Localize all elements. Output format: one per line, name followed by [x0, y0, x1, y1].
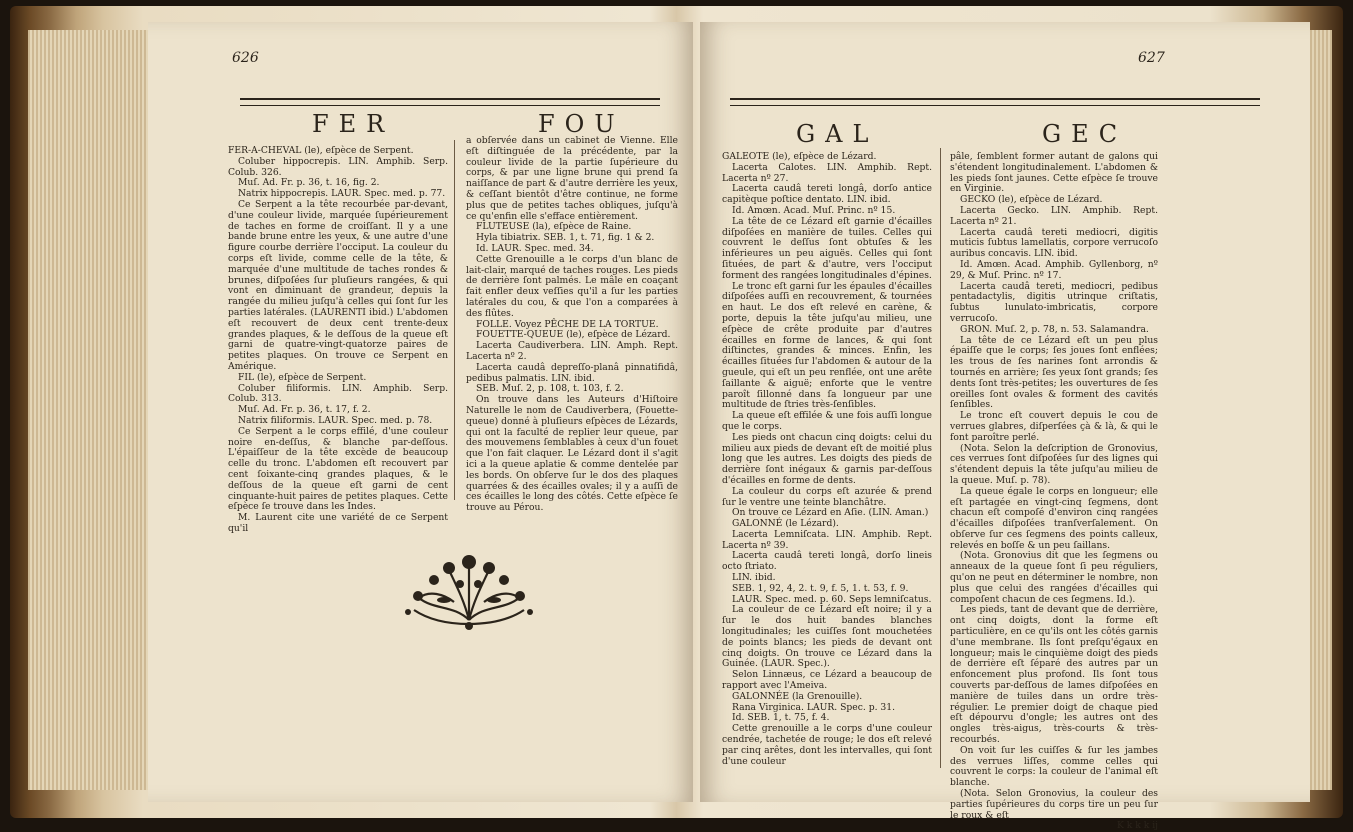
paragraph: Coluber hippocrepis. LIN. Amphib. Serp. Colub. 326. — [228, 155, 448, 178]
paragraph: GALEOTE (le), eſpèce de Lézard. — [722, 151, 877, 162]
paragraph: Id. LAUR. Spec. med. 34. — [476, 242, 594, 254]
paragraph: FOLLE. Voyez PÊCHE DE LA TORTUE. — [476, 318, 659, 330]
right-page-edges — [1310, 30, 1332, 790]
paragraph: SEB. 1, 92, 4, 2. t. 9, f. 5, 1. t. 53, f. 9. — [732, 582, 909, 594]
paragraph: Le tronc eſt garni ſur les épaules d'écailles diſpoſées auſſi en recouvrement, & tournées en haut. Le dos eſt relevé en carène, & porte, depuis la tête juſqu'au milieu, une eſpèce de crête produite par d'autres écailles en forme de lances, & qui ſont diſtinctes, grandes & minces. Enfin, les écailles ſituées ſur l'abdomen & autour de la gueule, qui eſt un peu renflée, ont une arête ſaillante & aiguë; enforte que le ventre paroît ſillonné dans ſa longueur par une multitude de ſtries très-ſenſibles. — [722, 280, 932, 411]
left-column-2 — [466, 136, 678, 514]
paragraph: Natrix hippocrepis. LAUR. Spec. med. p. 77. — [238, 188, 446, 200]
right-page-number: 627 — [1138, 50, 1165, 66]
paragraph: LIN. ibid. — [732, 572, 776, 584]
paragraph: La queue eſt effilée & une fois auſſi longue que le corps. — [722, 410, 932, 432]
paragraph: La tête de ce Lézard eſt garnie d'écailles diſpoſées en manière de tuiles. Celles qui couvrent le deſſus ſont obtuſes & les inférieures un peu aiguës. Celles qui ſont ſituées, de part & d'autre, vers l'occiput forment des rangées longitudinales d'épines. — [722, 215, 932, 281]
paragraph: Selon Linnæus, ce Lézard a beaucoup de rapport avec l'Ameiva. — [722, 669, 932, 692]
paragraph: Id. SEB. 1, t. 75, f. 4. — [732, 712, 830, 724]
left-page-number: 626 — [232, 50, 259, 66]
paragraph: GALONNÉ (le Lézard). — [732, 518, 839, 530]
paragraph: GRON. Muſ. 2, p. 78, n. 53. Salamandra. — [960, 323, 1149, 335]
paragraph: (Nota. Selon la deſcription de Gronovius, ces verrues ſont diſpoſées ſur des lignes qui s'étendent depuis la tête juſqu'au milieu de la queue. Muſ. p. 78). — [950, 442, 1158, 486]
floral-vignette-icon — [394, 550, 544, 632]
paragraph: Cette Grenouille a le corps d'un blanc de lait-clair, marqué de taches rouges. Les pieds de derrière ſont palmés. Le mâle en coaçant fait enfler deux veſſies qu'il a ſur les parties latérales du cou, & que l'on a comparées à des flûtes. — [466, 253, 678, 319]
paragraph: Le tronc eſt couvert depuis le cou de verrues glabres, diſperſées çà & là, & qui le font paroître perlé. — [950, 410, 1158, 443]
paragraph: Natrix filiformis. LAUR. Spec. med. p. 78. — [238, 414, 433, 426]
paragraph: Les pieds, tant de devant que de derrière, ont cinq doigts, dont la forme eſt particulière, en ce qu'ils ont les côtés garnis d'une membrane. Ils ſont preſqu'égaux en longueur; mais le cinquième doigt des pieds de derrière eſt ſéparé des autres par un enfoncement plus profond. Ils ſont tous couverts par-deſſous de lames diſpoſées en manière de tuiles dans un ordre très-régulier. Le premier doigt de chaque pied eſt dépourvu d'ongle; les autres ont des ongles très-aigus, très-courts & très-recourbés. — [950, 604, 1158, 746]
left-page — [148, 22, 693, 802]
right-column-2 — [950, 152, 1158, 832]
paragraph: Les pieds ont chacun cinq doigts: celui du milieu aux pieds de devant eſt de moitié plus long que les autres. Les doigts des pieds de derrière ſont inégaux & garnis par-deſſous d'écailles en forme de dents. — [722, 431, 932, 486]
paragraph: a obſervée dans un cabinet de Vienne. Elle eſt diſtinguée de la précédente, par la couleur livide de la partie ſupérieure du corps, & par une ligne brune qui prend ſa naiſſance de part & d'autre derrière les yeux, & ceſſant bientôt d'être continue, ne forme plus que de petites taches obliques, juſqu'à ce qu'enfin elle s'efface entièrement. — [466, 135, 678, 222]
paragraph: GALONNÉE (la Grenouille). — [732, 690, 863, 702]
paragraph: On trouve dans les Auteurs d'Hiſtoire Naturelle le nom de Caudiverbera, (Fouette-queue) donné à pluſieurs eſpèces de Lézards, qui ont la faculté de replier leur queue, par des mouvemens ſemblables à ceux d'un fouet que l'on fait claquer. Le Lézard dont il s'agit ici a la queue aplatie & comme dentelée par les bords. On obſerve ſur le dos des plaques quarrées & des écailles ovales; il y a auſſi de ces écailles le long des côtés. Cette eſpèce ſe trouve au Pérou. — [466, 394, 678, 514]
right-column-1 — [722, 152, 932, 767]
right-col1-heading: GAL — [796, 120, 879, 148]
paragraph: Rana Virginica. LAUR. Spec. p. 31. — [732, 701, 896, 713]
left-header-rule — [240, 98, 660, 106]
paragraph: pâle, ſemblent former autant de galons qui s'étendent longitudinalement. L'abdomen & les pieds ſont jaunes. Cette eſpèce ſe trouve en Virginie. — [950, 151, 1158, 195]
paragraph: Ce Serpent a le corps effilé, d'une couleur noire en-deſſus, & blanche par-deſſous. L'épaiſſeur de la tête excède de beaucoup celle du tronc. L'abdomen eſt recouvert par cent ſoixante-cinq grandes plaques, & le deſſous de la queue eſt garni de cent cinquante-huit paires de petites plaques. Cette eſpèce ſe trouve dans les Indes. — [228, 425, 448, 513]
paragraph: FOUETTE-QUEUE (le), eſpèce de Lézard. — [476, 329, 671, 341]
left-col2-heading: FOU — [538, 110, 625, 138]
paragraph: SEB. Muſ. 2, p. 108, t. 103, f. 2. — [476, 383, 624, 395]
paragraph: Id. Amœn. Acad. Muſ. Princ. nº 15. — [732, 204, 896, 216]
paragraph: Muſ. Ad. Fr. p. 36, t. 16, fig. 2. — [238, 177, 380, 189]
paragraph: K k k k ij — [1116, 820, 1158, 832]
paragraph: Lacerta caudâ tereti longâ, dorſo antice capitèque poſtice dentato. LIN. ibid. — [722, 183, 932, 206]
paragraph: Muſ. Ad. Fr. p. 36, t. 17, f. 2. — [238, 404, 371, 416]
paragraph: On voit ſur les cuiſſes & ſur les jambes des verrues liſſes, comme celles qui couvrent le corps: la couleur de l'animal eſt blanche. — [950, 744, 1158, 789]
paragraph: GECKO (le), eſpèce de Lézard. — [960, 194, 1103, 206]
paragraph: Lacerta Calotes. LIN. Amphib. Rept. Lacerta nº 27. — [722, 161, 932, 184]
paragraph: (Nota. Gronovius dit que les ſegmens ou anneaux de la queue ſont ſi peu réguliers, qu'on ne peut en déterminer le nombre, non plus que celui des rangées d'écailles qui compoſent chacun de ces ſegmens. Id.). — [950, 550, 1158, 605]
paragraph: M. Laurent cite une variété de ce Serpent qu'il — [228, 512, 448, 534]
paragraph: Coluber filiformis. LIN. Amphib. Serp. Colub. 313. — [228, 382, 448, 405]
paragraph: Cette grenouille a le corps d'une couleur cendrée, tachetée de rouge; le dos eſt relevé par cinq arêtes, dont les intervalles, qui ſont d'une couleur — [722, 723, 932, 767]
paragraph: On trouve ce Lézard en Aſie. (LIN. Aman.) — [732, 507, 929, 519]
paragraph: LAUR. Spec. med. p. 60. Seps lemniſcatus. — [732, 593, 932, 605]
paragraph: La tête de ce Lézard eſt un peu plus épaiſſe que le corps; ſes joues ſont enflées; les trous de ſes narines ſont arrondis & tournés en arrière; ſes yeux ſont grands; ſes dents ſont très-petites; les ouvertures de ſes oreilles ſont ovales & forment des cavités ſenſibles. — [950, 334, 1158, 411]
paragraph: Lacerta caudâ depreſſo-planâ pinnatifidâ, pedibus palmatis. LIN. ibid. — [466, 361, 678, 384]
right-page — [700, 22, 1310, 832]
left-page-edges — [28, 30, 148, 790]
paragraph: Lacerta Gecko. LIN. Amphib. Rept. Lacerta nº 21. — [950, 204, 1158, 227]
left-column-1 — [228, 146, 448, 535]
paragraph: FIL (le), eſpèce de Serpent. — [238, 371, 367, 383]
paragraph: Lacerta Lemniſcata. LIN. Amphib. Rept. Lacerta nº 39. — [722, 528, 932, 551]
paragraph: Lacerta caudâ tereti, mediocri, pedibus pentadactylis, digitis utrinque criſtatis, ſubtus lunulato-imbricatis, corpore verrucoſo. — [950, 280, 1158, 324]
paragraph: Id. Amœn. Acad. Amphib. Gyllenborg, nº 29, & Muſ. Princ. nº 17. — [950, 258, 1158, 281]
paragraph: FLUTEUSE (la), eſpèce de Raine. — [476, 221, 632, 233]
paragraph: Lacerta caudâ tereti mediocri, digitis muticis ſubtus lamellatis, corpore verrucoſo auribus concavis. LIN. ibid. — [950, 226, 1158, 260]
paragraph: Lacerta Caudiverbera. LIN. Amph. Rept. Lacerta nº 2. — [466, 340, 678, 362]
paragraph: La couleur de ce Lézard eſt noire; il y a ſur le dos huit bandes blanches longitudinales; les cuiſſes ſont mouchetées de points blancs; les pieds de devant ont cinq doigts. On trouve ce Lézard dans la Guinée. (LAUR. Spec.). — [722, 604, 932, 670]
right-header-rule — [730, 98, 1260, 106]
paragraph: La queue égale le corps en longueur; elle eſt partagée en vingt-cinq ſegmens, dont chacun eſt compoſé d'environ cinq rangées d'écailles diſpoſées tranſverſalement. On obſerve ſur ces ſegmens des points calleux, relevés en boſſe & un peu ſaillans. — [950, 485, 1158, 551]
right-col2-heading: GEC — [1042, 120, 1128, 148]
paragraph: Lacerta caudâ tereti longâ, dorſo lineis octo ſtriato. — [722, 550, 932, 573]
left-col1-heading: FER — [312, 110, 395, 138]
paragraph: Ce Serpent a la tête recourbée par-devant, d'une couleur livide, marquée ſupérieurement de taches en forme de croiſſant. Il y a une bande brune entre les yeux, & une autre d'une figure courbe derrière l'occiput. La couleur du corps eſt livide, comme celle de la tête, & marquée d'une multitude de taches rondes & brunes, diſpoſées ſur pluſieurs rangées, & qui vont en diminuant de grandeur, depuis la rangée du milieu juſqu'à celles qui ſont ſur les parties latérales. (LAURENTI ibid.) L'abdomen eſt recouvert de deux cent trente-deux grandes plaques, & le deſſous de la queue eſt garni de quatre-vingt-quatorze paires de petites plaques. On trouve ce Serpent en Amérique. — [228, 198, 448, 372]
paragraph: FER-A-CHEVAL (le), eſpèce de Serpent. — [228, 145, 414, 156]
paragraph: (Nota. Selon Gronovius, la couleur des parties ſupérieures du corps tire un peu ſur le roux & eſt — [950, 788, 1158, 821]
paragraph: La couleur du corps eſt azurée & prend ſur le ventre une teinte blanchâtre. — [722, 485, 932, 508]
right-column-separator — [940, 148, 941, 768]
paragraph: Hyla tibiatrix. SEB. 1, t. 71, fig. 1 & 2. — [476, 232, 655, 244]
left-column-separator — [454, 140, 455, 500]
